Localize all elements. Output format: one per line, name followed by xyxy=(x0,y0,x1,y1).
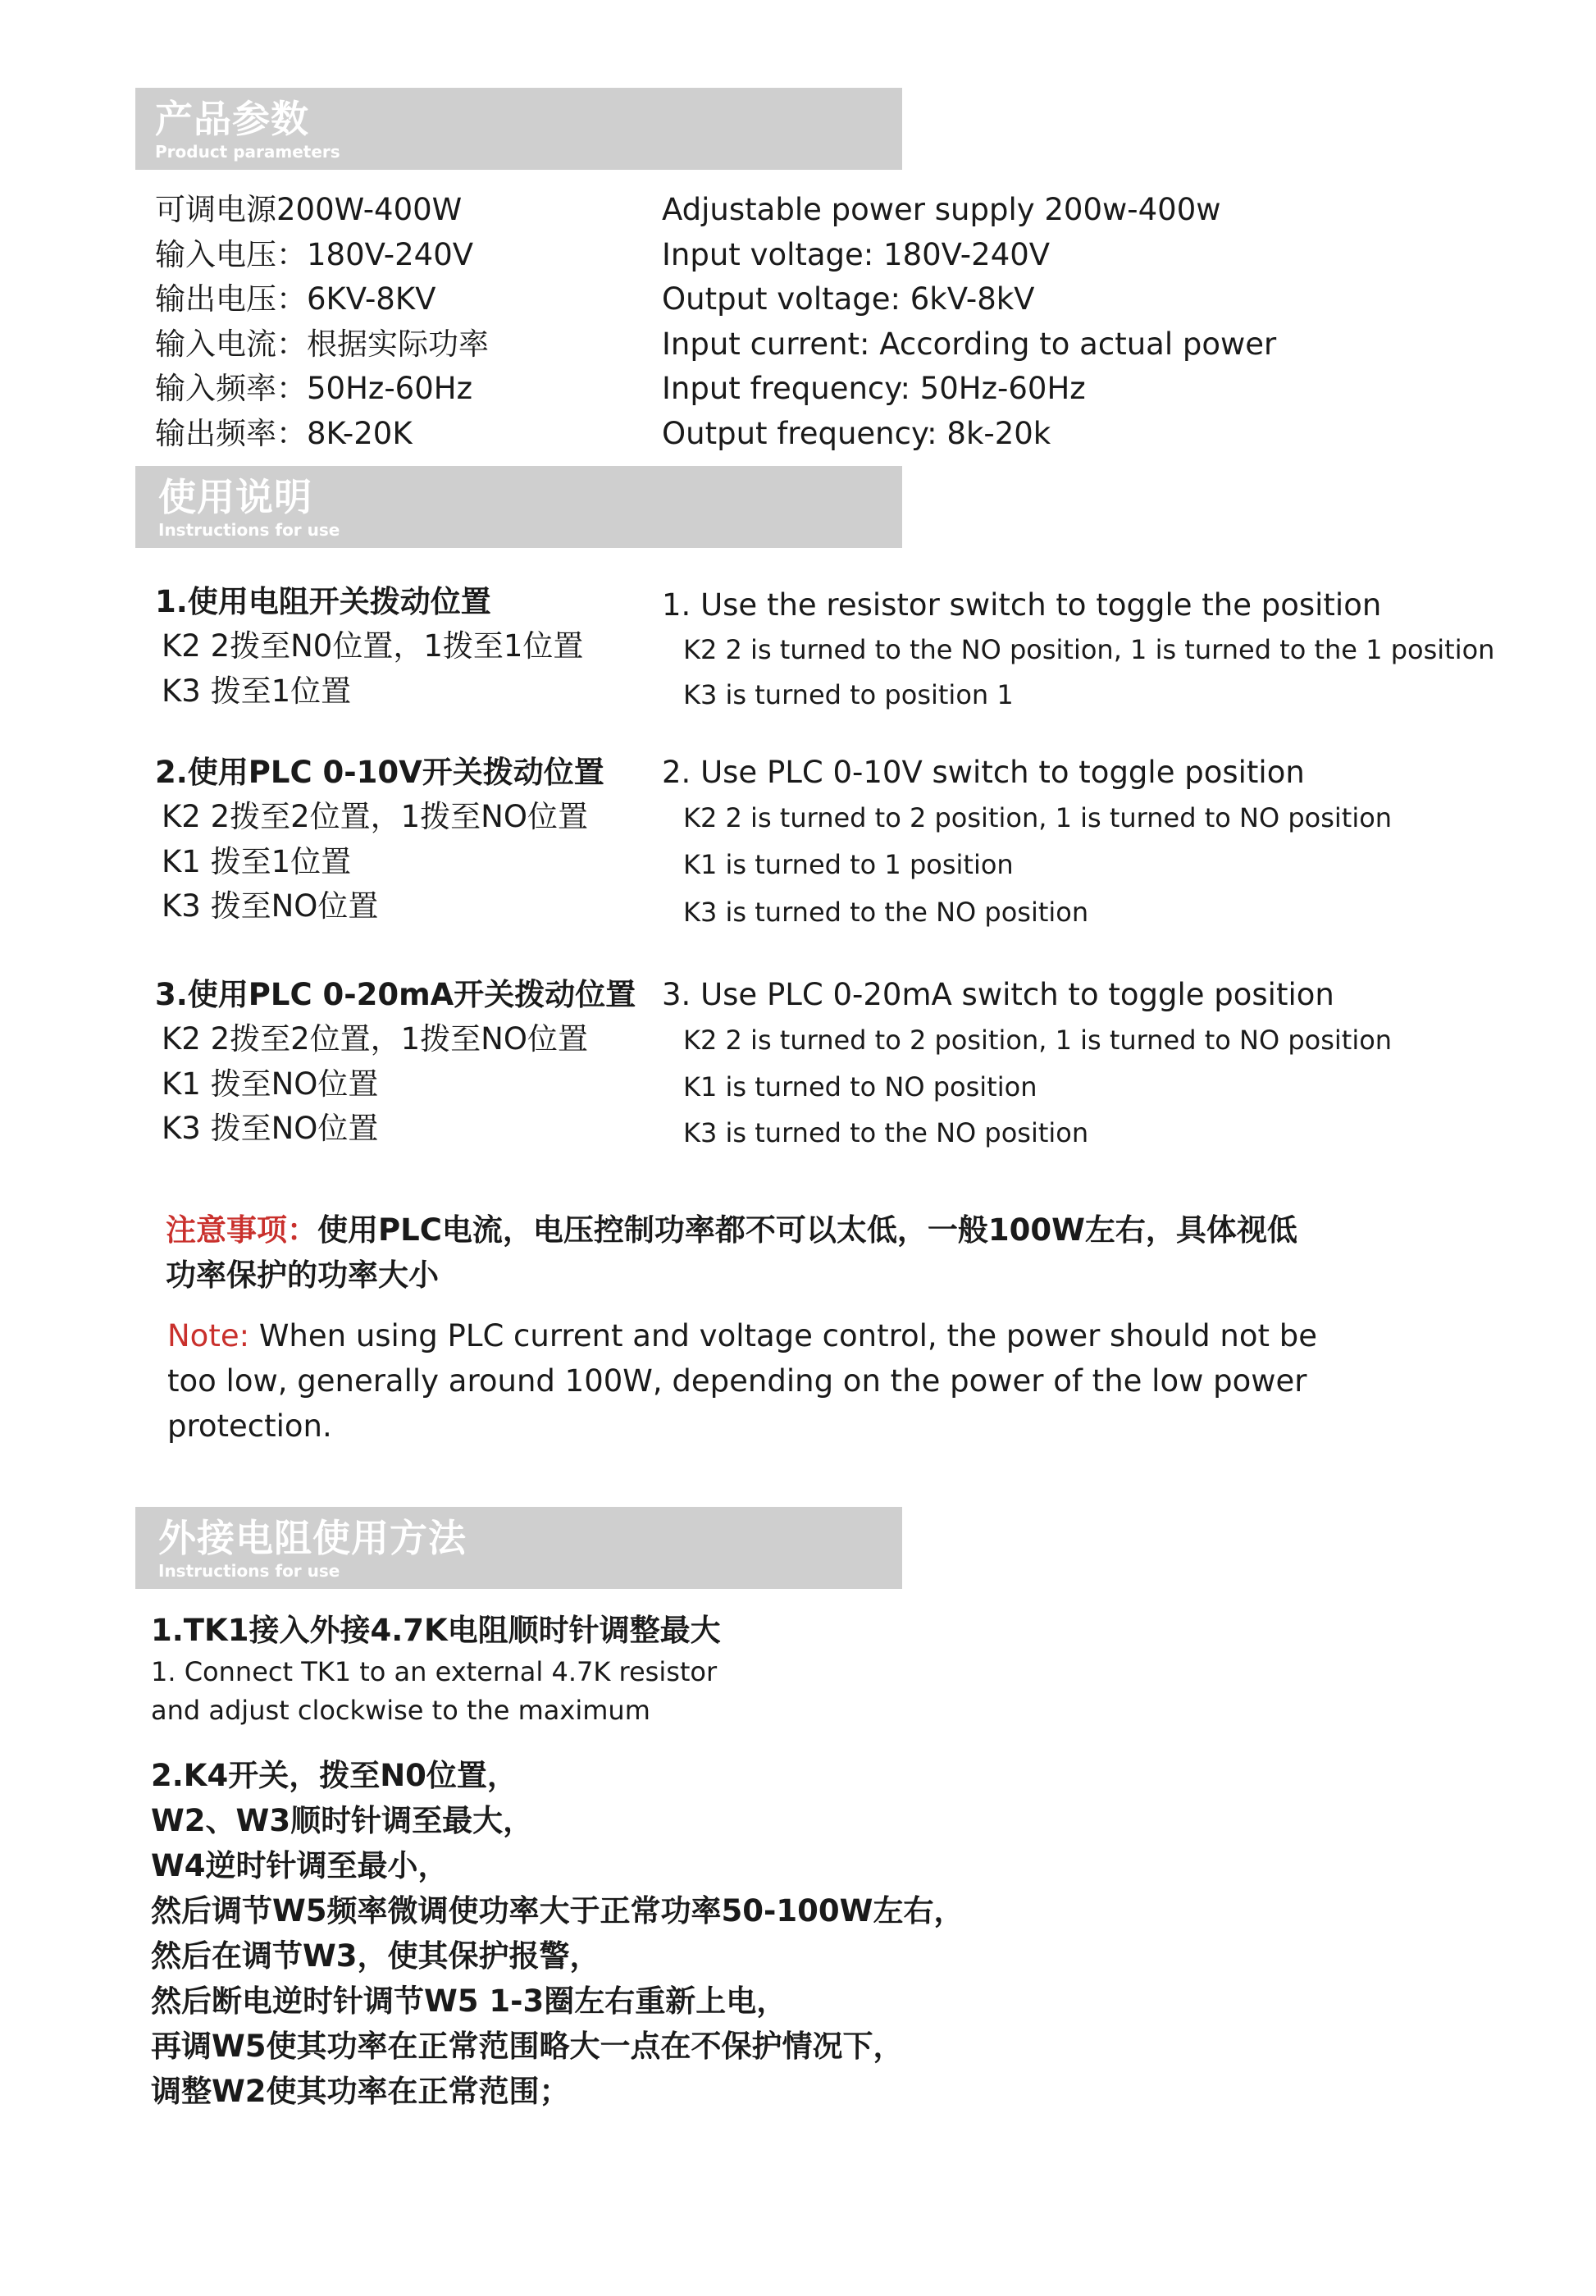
step-title-zh: 2.使用PLC 0-10V开关拨动位置 xyxy=(155,755,604,790)
section-header-resistor xyxy=(135,1507,902,1589)
param-zh: 可调电源200W-400W xyxy=(155,192,463,227)
param-zh: 输出电压：6KV-8KV xyxy=(155,281,436,317)
param-en: Input frequency: 50Hz-60Hz xyxy=(662,371,1086,406)
note-text-en: protection. xyxy=(167,1408,332,1444)
param-zh: 输入电流：根据实际功率 xyxy=(155,326,489,362)
step-2-zh xyxy=(155,751,604,929)
resistor-step-line: W2、W3顺时针调至最大， xyxy=(151,1803,534,1838)
step-line-en: K2 2 is turned to 2 position, 1 is turned to NO position xyxy=(683,1025,1393,1056)
section-title-zh: 使用说明 xyxy=(158,475,312,519)
section-title-en: Instructions for use xyxy=(158,1561,340,1581)
resistor-step-2 xyxy=(151,1753,964,2114)
step-line-zh: K3 拨至NO位置 xyxy=(162,1111,379,1146)
resistor-step-1-en: and adjust clockwise to the maximum xyxy=(151,1695,650,1726)
param-zh: 输出频率：8K-20K xyxy=(155,415,413,451)
param-en: Output frequency: 8k-20k xyxy=(662,415,1051,451)
step-line-en: K2 2 is turned to the NO position, 1 is turned to the 1 position xyxy=(683,634,1495,665)
section-title-en: Product parameters xyxy=(155,142,340,162)
step-title-en: 1. Use the resistor switch to toggle the position xyxy=(662,587,1382,623)
note-text-zh: 功率保护的功率大小 xyxy=(166,1258,439,1293)
resistor-step-1 xyxy=(151,1608,721,1730)
note-text-en: When using PLC current and voltage control, the power should not be xyxy=(249,1318,1317,1353)
param-zh: 输入电压：180V-240V xyxy=(155,236,474,272)
step-line-zh: K1 拨至1位置 xyxy=(162,843,352,879)
params-zh-list xyxy=(155,188,489,456)
param-en: Input voltage: 180V-240V xyxy=(662,236,1051,272)
step-line-en: K3 is turned to the NO position xyxy=(683,897,1089,928)
param-en: Adjustable power supply 200w-400w xyxy=(662,192,1221,227)
step-3-zh xyxy=(155,973,636,1152)
step-2-en xyxy=(662,751,1392,936)
note-label-zh: 注意事项： xyxy=(166,1212,317,1248)
resistor-step-line: 调整W2使其功率在正常范围； xyxy=(151,2074,570,2109)
step-line-zh: K2 2拨至N0位置，1拨至1位置 xyxy=(162,628,584,664)
param-en: Output voltage: 6kV-8kV xyxy=(662,281,1035,317)
param-en: Input current: According to actual power xyxy=(662,326,1277,362)
params-en-list xyxy=(662,188,1276,456)
param-zh: 输入频率：50Hz-60Hz xyxy=(155,371,473,406)
resistor-step-line: 2.K4开关，拨至N0位置， xyxy=(151,1758,518,1793)
step-line-en: K2 2 is turned to 2 position, 1 is turned to NO position xyxy=(683,802,1393,833)
step-title-zh: 3.使用PLC 0-20mA开关拨动位置 xyxy=(155,977,636,1012)
step-title-en: 3. Use PLC 0-20mA switch to toggle position xyxy=(662,977,1334,1012)
step-line-zh: K3 拨至1位置 xyxy=(162,673,352,709)
note-en xyxy=(167,1313,1317,1449)
step-title-zh: 1.使用电阻开关拨动位置 xyxy=(155,584,491,619)
resistor-step-line: W4逆时针调至最小， xyxy=(151,1848,449,1883)
step-title-en: 2. Use PLC 0-10V switch to toggle position xyxy=(662,755,1305,790)
note-zh xyxy=(166,1207,1297,1298)
step-line-en: K1 is turned to NO position xyxy=(683,1071,1037,1102)
resistor-step-line: 然后断电逆时针调节W5 1-3圈左右重新上电， xyxy=(151,1983,787,2019)
note-label-en: Note: xyxy=(167,1318,250,1353)
step-1-zh xyxy=(155,580,583,714)
step-line-zh: K2 2拨至2位置，1拨至NO位置 xyxy=(162,799,588,834)
section-header-usage xyxy=(135,466,902,548)
step-3-en xyxy=(662,973,1392,1156)
step-line-en: K1 is turned to 1 position xyxy=(683,849,1014,880)
step-line-en: K3 is turned to position 1 xyxy=(683,679,1014,710)
section-title-zh: 外接电阻使用方法 xyxy=(158,1516,467,1560)
note-text-zh: 使用PLC电流，电压控制功率都不可以太低，一般100W左右，具体视低 xyxy=(317,1212,1297,1248)
resistor-step-line: 然后在调节W3，使其保护报警， xyxy=(151,1938,600,1974)
step-line-zh: K3 拨至NO位置 xyxy=(162,888,379,924)
note-text-en: too low, generally around 100W, depending on the power of the low power xyxy=(167,1363,1307,1399)
section-title-zh: 产品参数 xyxy=(155,97,309,141)
step-line-zh: K1 拨至NO位置 xyxy=(162,1066,379,1102)
resistor-step-1-en: 1. Connect TK1 to an external 4.7K resistor xyxy=(151,1656,718,1687)
step-1-en xyxy=(662,583,1494,718)
step-line-en: K3 is turned to the NO position xyxy=(683,1117,1089,1148)
resistor-step-line: 再调W5使其功率在正常范围略大一点在不保护情况下， xyxy=(151,2029,904,2064)
section-header-params xyxy=(135,88,902,170)
resistor-step-line: 然后调节W5频率微调使功率大于正常功率50-100W左右， xyxy=(151,1893,964,1929)
section-title-en: Instructions for use xyxy=(158,520,340,540)
resistor-step-1-zh: 1.TK1接入外接4.7K电阻顺时针调整最大 xyxy=(151,1613,721,1648)
step-line-zh: K2 2拨至2位置，1拨至NO位置 xyxy=(162,1021,588,1057)
